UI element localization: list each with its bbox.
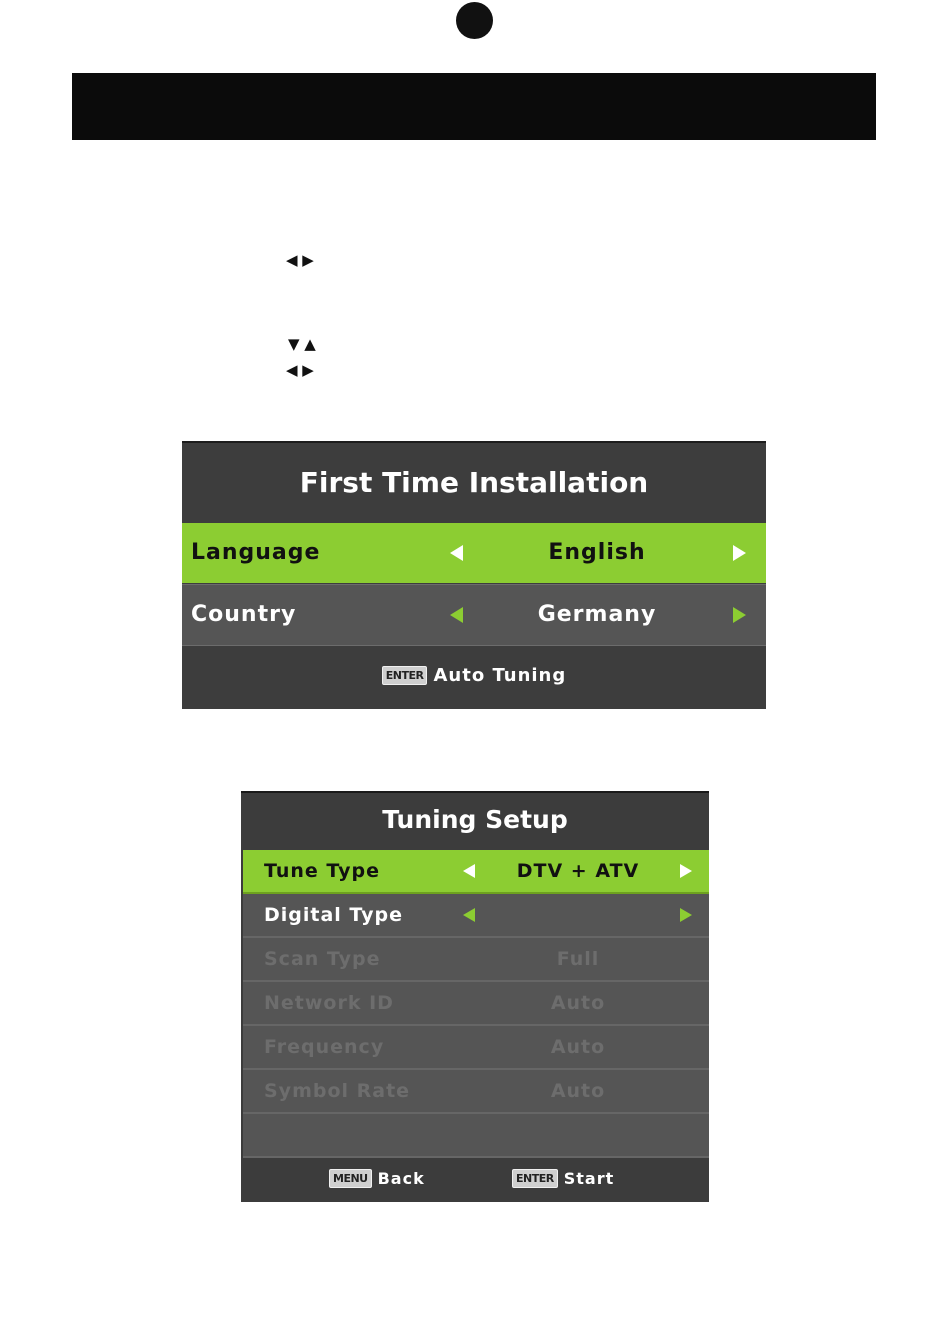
panel-footer <box>241 1166 709 1200</box>
first-time-installation-panel <box>182 441 766 709</box>
frequency-value: Auto <box>550 1036 606 1058</box>
back-hint <box>329 1168 425 1188</box>
arrow-right-icon[interactable] <box>733 545 746 561</box>
frequency-row <box>243 1026 709 1070</box>
digital-type-row[interactable] <box>243 894 709 938</box>
arrow-left-icon[interactable] <box>463 908 475 922</box>
arrow-right-icon[interactable] <box>680 908 692 922</box>
tune-type-row[interactable] <box>243 850 709 894</box>
country-row[interactable] <box>182 584 766 646</box>
back-label: Back <box>377 1169 425 1188</box>
auto-tuning-label: Auto Tuning <box>433 665 567 686</box>
arrow-left-icon[interactable] <box>450 607 463 623</box>
country-value: Germany <box>537 602 657 627</box>
arrow-right-icon[interactable] <box>680 864 692 878</box>
network-id-value: Auto <box>550 992 606 1014</box>
network-id-row <box>243 982 709 1026</box>
enter-key-icon: ENTER <box>382 666 428 685</box>
language-value: English <box>548 540 646 565</box>
scan-type-row <box>243 938 709 982</box>
empty-row <box>243 1114 709 1158</box>
down-up-arrows-icon: ▼ ▲ <box>288 335 316 353</box>
digital-type-label: Digital Type <box>264 904 404 926</box>
enter-key-icon: ENTER <box>512 1169 558 1188</box>
left-right-arrows-icon: ◀ ▶ <box>286 251 314 269</box>
arrow-left-icon[interactable] <box>450 545 463 561</box>
frequency-label: Frequency <box>264 1036 385 1058</box>
language-row[interactable] <box>182 523 766 583</box>
scan-type-value: Full <box>556 948 600 970</box>
page-marker-dot <box>456 2 493 39</box>
symbol-rate-value: Auto <box>550 1080 606 1102</box>
tune-type-value: DTV + ATV <box>516 860 640 882</box>
left-right-arrows-icon: ◀ ▶ <box>286 361 314 379</box>
panel-footer <box>182 647 766 709</box>
tuning-setup-panel <box>241 791 709 1202</box>
tune-type-label: Tune Type <box>264 860 381 882</box>
symbol-rate-row <box>243 1070 709 1114</box>
country-label: Country <box>191 602 297 627</box>
start-label: Start <box>563 1169 615 1188</box>
scan-type-label: Scan Type <box>264 948 381 970</box>
panel-title: Tuning Setup <box>382 805 568 834</box>
panel-title: First Time Installation <box>299 466 649 499</box>
start-hint <box>512 1168 614 1188</box>
language-label: Language <box>191 540 321 565</box>
header-banner <box>72 73 876 140</box>
arrow-right-icon[interactable] <box>733 607 746 623</box>
network-id-label: Network ID <box>264 992 394 1014</box>
symbol-rate-label: Symbol Rate <box>264 1080 411 1102</box>
arrow-left-icon[interactable] <box>463 864 475 878</box>
menu-key-icon: MENU <box>329 1169 372 1188</box>
